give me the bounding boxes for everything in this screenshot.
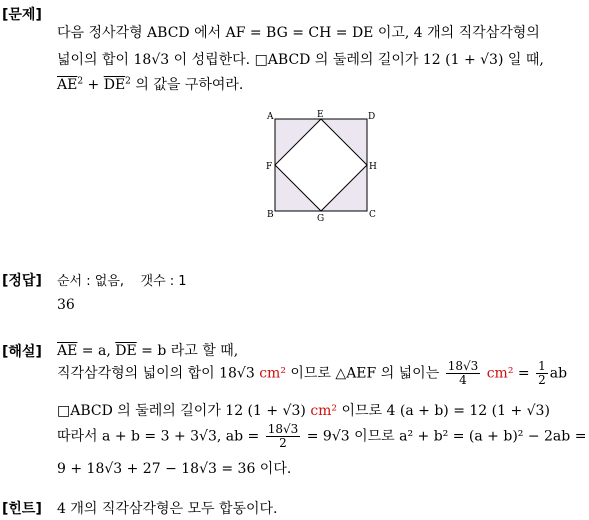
label-e: E bbox=[317, 110, 324, 120]
explanation-line-5: 9 + 18√3 + 27 − 18√3 = 36 이다. bbox=[57, 461, 292, 477]
problem-line-1: 다음 정사각형 ABCD 에서 AF = BG = CH = DE 이고, 4 개의 직각삼각형의 bbox=[57, 25, 540, 41]
de-segment: $\overline{DE}$ bbox=[103, 77, 126, 93]
label-g: G bbox=[317, 214, 325, 222]
hint-text: 4 개의 직각삼각형은 모두 합동이다. bbox=[57, 501, 278, 517]
explanation-line-1: $\overline{AE} = a$, $\overline{DE} = b$ 라고 할 때, bbox=[57, 343, 239, 359]
fraction-area: $\frac{18√3}{4}$ bbox=[447, 359, 479, 387]
ae-segment: $\overline{AE}$ bbox=[57, 77, 78, 93]
fraction-half: $\frac{1}{2}$ bbox=[538, 359, 546, 387]
explanation-line-2: 직각삼각형의 넓이의 합이 18√3 cm² 이므로 △AEF 의 넓이는 $\frac{18√3}{4}$ cm² = $\frac{1}{2}$ ab bbox=[57, 359, 568, 387]
label-c: C bbox=[369, 210, 376, 220]
problem-line-3: $\overline{AE}^2 + \overline{DE}^2$ 의 값을 구하여라. bbox=[57, 76, 244, 93]
problem-tag: [문제] bbox=[2, 7, 42, 23]
answer-count: 갯수 : 1 bbox=[140, 274, 187, 289]
label-f: F bbox=[266, 162, 273, 172]
explanation-tag: [해설] bbox=[2, 344, 42, 360]
unit-cm2: cm² bbox=[259, 365, 286, 382]
answer-value: 36 bbox=[57, 297, 75, 313]
square-figure bbox=[262, 108, 382, 222]
label-a: A bbox=[267, 112, 274, 122]
answer-meta bbox=[57, 270, 187, 289]
label-b: B bbox=[267, 210, 274, 220]
problem-line-3-tail: 의 값을 구하여라. bbox=[135, 77, 244, 93]
answer-tag: [정답] bbox=[2, 273, 42, 289]
explanation-line-3: □ABCD 의 둘레의 길이가 12 (1 + √3) cm² 이므로 4 (a + b) = 12 (1 + √3) bbox=[57, 403, 550, 419]
problem-line-2: 넓이의 합이 18√3 이 성립한다. □ABCD 의 둘레의 길이가 12 (1 + √3) 일 때, bbox=[57, 52, 544, 68]
explanation-line-4: 따라서 a + b = 3 + 3√3, ab = $\frac{18√3}{2}$ = 9√3 이므로 a² + b² = (a + b)² − 2ab = bbox=[57, 422, 587, 450]
hint-tag: [힌트] bbox=[2, 501, 42, 517]
label-h: H bbox=[369, 162, 377, 172]
answer-order: 순서 : 없음, bbox=[57, 274, 125, 289]
label-d: D bbox=[368, 112, 376, 122]
fraction-ab: $\frac{18√3}{2}$ bbox=[267, 422, 299, 450]
